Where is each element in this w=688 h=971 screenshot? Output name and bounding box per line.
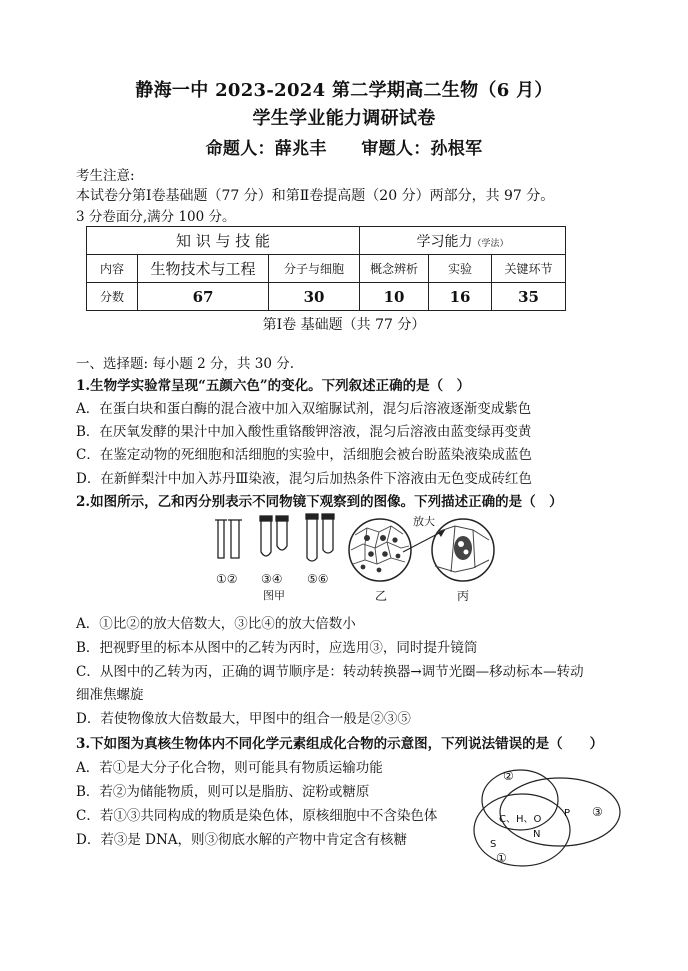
venn-center-elements: C、H、O (499, 814, 542, 825)
zoom-label: 放大 (413, 515, 435, 528)
column-header: 生物技术与工程 (138, 255, 269, 283)
venn-element-s: S (490, 839, 497, 850)
venn-label-3: ③ (592, 805, 603, 819)
low-power-view (349, 519, 411, 581)
score-cell: 16 (429, 283, 492, 311)
group-learning-ability-label: 学习能力 (416, 233, 473, 250)
question-1-option-c: C．在鉴定动物的死细胞和活细胞的实验中，活细胞会被台盼蓝染液染成蓝色 (76, 447, 532, 463)
question-3-option-b: B．若②为储能物质，则可以是脂肪、淀粉或糖原 (76, 784, 370, 800)
venn-element-p: P (564, 808, 571, 819)
row-label-score: 分数 (87, 283, 138, 311)
figure-yi-caption: 乙 (375, 589, 388, 603)
row-label-content: 内容 (87, 255, 138, 283)
question-3-option-d: D．若③是 DNA，则③彻底水解的产物中肯定含有核糖 (76, 832, 407, 848)
group-knowledge-skills: 知 识 与 技 能 (87, 227, 360, 255)
figure-jia-caption: 图甲 (263, 589, 285, 602)
question-1-option-d: D．在新鲜梨汁中加入苏丹Ⅲ染液，混匀后加热条件下溶液由无色变成砖红色 (76, 471, 532, 487)
venn-element-n: N (533, 829, 541, 840)
label-5-6: ⑤⑥ (307, 572, 329, 586)
column-header: 实验 (429, 255, 492, 283)
question-2-option-a: A．①比②的放大倍数大，③比④的放大倍数小 (76, 616, 356, 632)
question-2-stem: 2.如图所示，乙和丙分别表示不同物镜下观察到的图像。下列描述正确的是（ ） (76, 494, 563, 510)
exam-authors: 命题人：薛兆丰 审题人：孙根军 (205, 139, 483, 159)
label-3-4: ③④ (261, 572, 283, 586)
question-1-option-b: B．在厌氧发酵的果汁中加入酸性重铬酸钾溶液，混匀后溶液由蓝变绿再变黄 (76, 424, 532, 440)
score-cell: 30 (269, 283, 360, 311)
element-venn-diagram (460, 760, 630, 880)
notice-label: 考生注意: (76, 168, 135, 184)
score-table (86, 226, 566, 311)
venn-label-2: ② (503, 769, 514, 783)
notice-line-2: 3 分卷面分,满分 100 分。 (76, 209, 236, 225)
score-cell: 35 (492, 283, 566, 311)
part-title: 一、选择题: 每小题 2 分，共 30 分. (76, 356, 295, 372)
question-2-option-d: D．若使物像放大倍数最大，甲图中的组合一般是②③⑤ (76, 711, 411, 727)
eyepiece-icon (215, 520, 242, 558)
exam-title: 静海一中 2023-2024 第二学期高二生物（6 月） (135, 80, 553, 101)
question-3-option-a: A．若①是大分子化合物，则可能具有物质运输功能 (76, 760, 383, 776)
question-2-option-b: B．把视野里的标本从图中的乙转为丙时，应选用③，同时提升镜筒 (76, 640, 478, 656)
question-1-stem: 1.生物学实验常呈现“五颜六色”的变化。下列叙述正确的是（ ） (76, 378, 471, 394)
label-1-2: ①② (216, 572, 238, 586)
question-3-stem: 3.下如图为真核生物体内不同化学元素组成化合物的示意图，下列说法错误的是（ ） (76, 736, 604, 752)
score-cell: 10 (360, 283, 429, 311)
group-learning-ability (360, 227, 566, 255)
section-title: 第Ⅰ卷 基础题（共 77 分） (262, 317, 426, 333)
objective-lens-icon (306, 514, 334, 561)
question-2-option-c: C．从图中的乙转为丙，正确的调节顺序是：转动转换器→调节光圈—移动标本—转动 (76, 664, 584, 680)
high-power-view (432, 519, 494, 581)
objective-lens-icon (260, 516, 288, 556)
question-3-option-c: C．若①③共同构成的物质是染色体，原核细胞中不含染色体 (76, 808, 438, 824)
notice-line-1: 本试卷分第Ⅰ卷基础题（77 分）和第Ⅱ卷提高题（20 分）两部分，共 97 分。 (76, 188, 555, 204)
column-header: 关键环节 (492, 255, 566, 283)
column-header: 概念辨析 (360, 255, 429, 283)
score-cell: 67 (138, 283, 269, 311)
question-1-option-a: A．在蛋白块和蛋白酶的混合液中加入双缩脲试剂，混匀后溶液逐渐变成紫色 (76, 401, 532, 417)
venn-label-1: ① (496, 851, 507, 865)
column-header: 分子与细胞 (269, 255, 360, 283)
exam-subtitle: 学生学业能力调研试卷 (252, 108, 436, 129)
question-2-option-c-cont: 细准焦螺旋 (76, 687, 144, 703)
group-learning-ability-sub: （学法） (472, 238, 509, 249)
figure-bing-caption: 丙 (457, 589, 470, 603)
